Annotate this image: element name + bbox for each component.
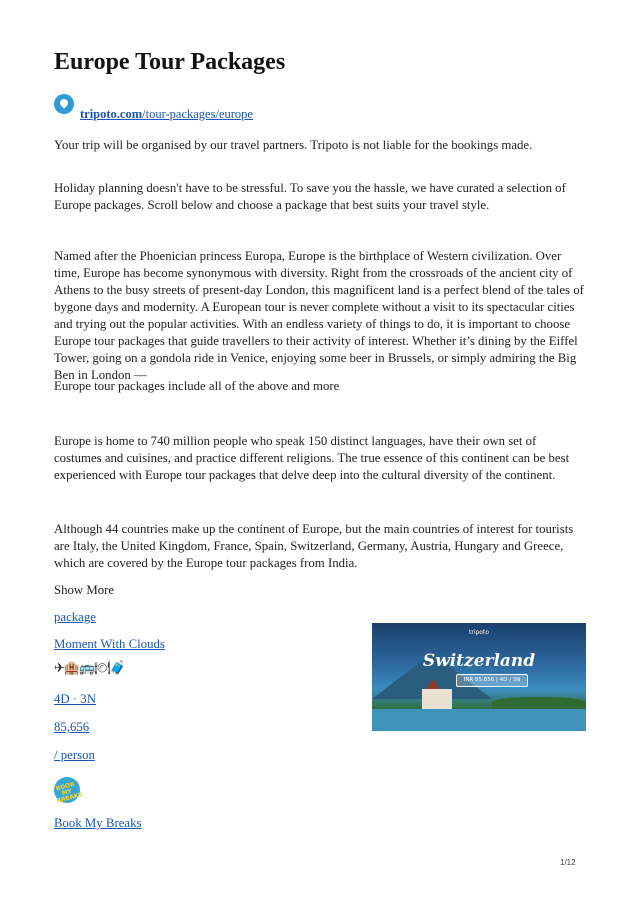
amenity-icons: ✈🏨🚌🍽🧳: [54, 661, 125, 676]
package-name-link[interactable]: Moment With Clouds: [54, 637, 165, 651]
source-bar: [54, 94, 586, 120]
castle-shape: [422, 689, 452, 711]
source-path: /tour-packages/europe: [142, 107, 253, 121]
image-title: Switzerland: [422, 651, 536, 671]
countries-paragraph: Although 44 countries make up the continent of Europe, but the main countries of interest for tourists are Italy, the United Kingdom, France, Spain, Switzerland, Germany, Austria, Hungary and Greece, which are covered by the Europe tour packages from India.: [54, 522, 574, 570]
lake-shape: [372, 709, 586, 731]
provider-logo-text: BOOK MY BREAKS: [55, 780, 84, 805]
image-price-badge: INR 85,656 | 4D / 3N: [456, 674, 528, 687]
page-number: 1/12: [560, 858, 576, 867]
package-tag-link[interactable]: package: [54, 610, 96, 624]
per-person-link[interactable]: / person: [54, 748, 95, 762]
image-brand: tripoto: [469, 629, 489, 636]
disclaimer: Your trip will be organised by our travel partners. Tripoto is not liable for the bookings made.: [54, 138, 533, 152]
culture-paragraph: Europe is home to 740 million people who speak 150 distinct languages, have their own set of costumes and cuisines, and practice different religions. The true essence of this continent can be best experienced with Europe tour packages that delve deep into the cultural diversity of the continent.: [54, 434, 570, 482]
source-domain: tripoto.com: [80, 107, 143, 121]
summary-paragraph: Europe tour packages include all of the above and more: [54, 379, 340, 393]
intro-paragraph: Holiday planning doesn't have to be stressful. To save you the hassle, we have curated a selection of Europe packages. Scroll below and choose a package that best suits your travel style.: [54, 181, 566, 212]
provider-link[interactable]: Book My Breaks: [54, 816, 142, 830]
price-link[interactable]: 85,656: [54, 720, 90, 734]
tripoto-location-icon: [54, 94, 74, 114]
provider-logo[interactable]: [54, 777, 84, 805]
show-more-text: Show More: [54, 583, 115, 597]
source-link[interactable]: [80, 107, 253, 122]
page-title: Europe Tour Packages: [54, 49, 286, 75]
package-image[interactable]: [372, 623, 586, 731]
duration-link[interactable]: 4D · 3N: [54, 692, 96, 706]
history-paragraph: Named after the Phoenician princess Europa, Europe is the birthplace of Western civilization. Over time, Europe has become synonymous with diversity. Right from the crossroads of the ancient city of Athens to the busy streets of present-day London, this magnificent land is a perfect blend of the tales of bygone days and modernity. A European tour is never complete without a visit to its spectacular cities and trying out the popular activities. With an endless variety of things to do, it is important to choose Europe tour packages that guide travellers to their activity of interest. Whether it’s dining by the Eiffel Tower, going on a gondola ride in Venice, enjoying some beer in Brussels, or simply admiring the Big Ben in London ––: [54, 249, 584, 382]
